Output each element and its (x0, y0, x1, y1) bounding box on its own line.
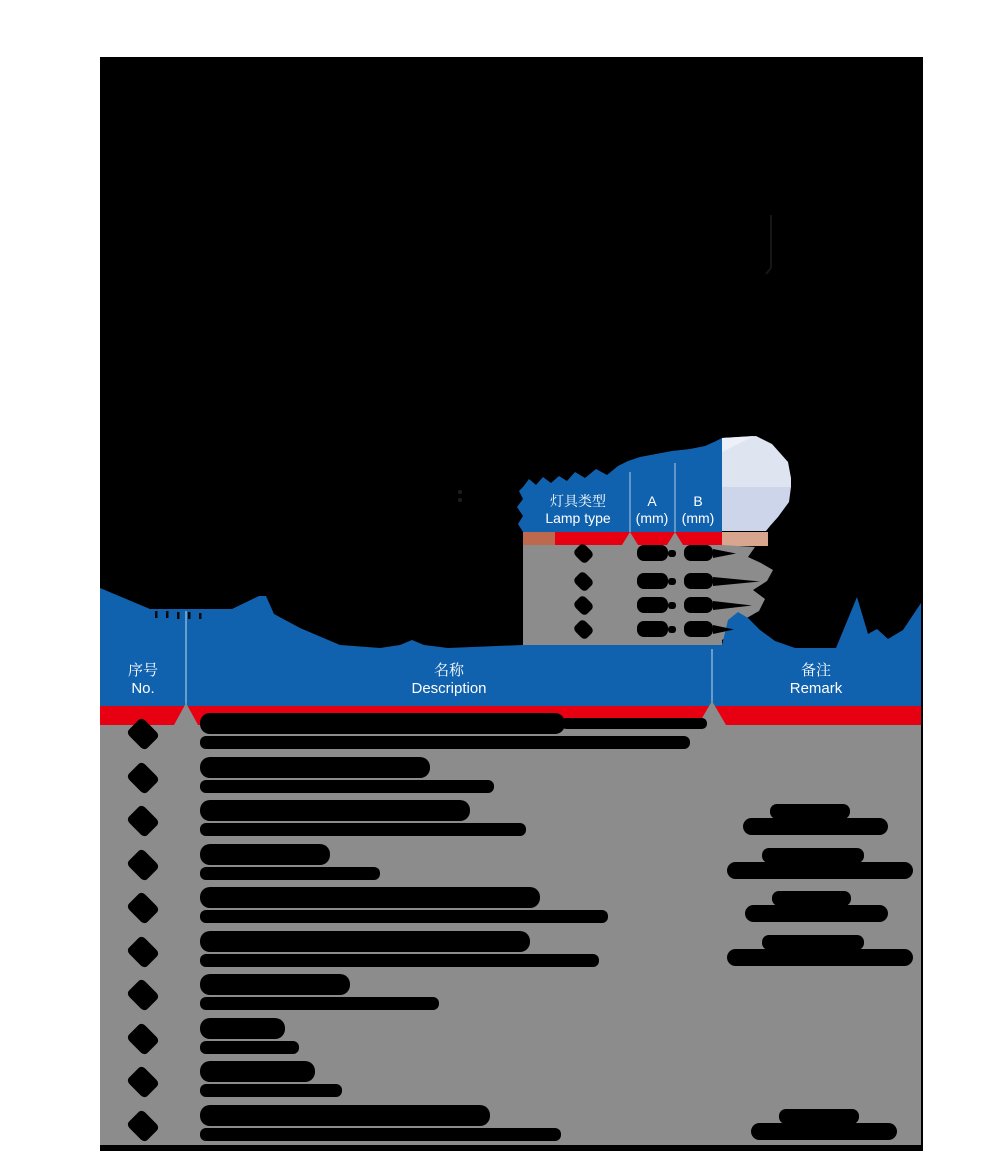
lamp-table-stripe-red (555, 532, 722, 545)
description-line1-tail (561, 718, 707, 729)
description-line2-blob (200, 823, 526, 836)
parts-col-header-remark: 备注 Remark (789, 662, 843, 698)
parts-col-header-no: 序号 No. (127, 662, 159, 698)
description-line1-blob (200, 713, 565, 734)
remark-line1-blob (772, 891, 851, 906)
lamp-a-value-tail (668, 626, 676, 633)
description-line1-blob (200, 800, 470, 821)
band-dark-tick (155, 611, 158, 618)
lamp-a-value-tail (668, 602, 676, 609)
lamp-b-value-blob (684, 597, 713, 613)
remark-line2-blob (743, 818, 888, 835)
remark-line1-blob (770, 804, 850, 819)
description-line1-blob (200, 757, 430, 778)
description-line1-blob (200, 887, 540, 908)
remark-line1-blob (762, 935, 864, 950)
description-line2-blob (200, 1128, 561, 1141)
description-line2-blob (200, 867, 380, 880)
band-dark-tick (199, 613, 202, 619)
remark-line1-blob (779, 1109, 859, 1124)
description-line2-blob (200, 954, 599, 967)
description-line2-blob (200, 736, 690, 749)
lamp-b-value-blob (684, 621, 713, 637)
description-line2-blob (200, 1084, 342, 1097)
description-line1-blob (200, 974, 350, 995)
lamp-a-value-blob (637, 597, 668, 613)
faint-mark (458, 490, 462, 494)
faint-callout-line (766, 215, 771, 274)
lamp-a-value-tail (668, 550, 676, 557)
lamp-b-value-blob (684, 573, 713, 589)
band-dark-tick (177, 612, 180, 619)
faint-mark (458, 498, 462, 502)
description-line1-blob (200, 931, 530, 952)
lamp-illustration-facet-bottom (722, 487, 791, 531)
lamp-table-stripe-brown (523, 532, 555, 545)
description-line2-blob (200, 910, 608, 923)
description-line2-blob (200, 780, 494, 793)
band-dark-tick (188, 612, 191, 619)
remark-line2-blob (751, 1123, 897, 1140)
remark-line1-blob (762, 848, 864, 863)
lamp-col-header-a: A (mm) (635, 493, 669, 527)
lamp-a-value-blob (637, 545, 668, 561)
lamp-a-value-blob (637, 573, 668, 589)
parts-col-header-description: 名称 Description (411, 662, 487, 698)
description-line2-blob (200, 1041, 299, 1054)
lamp-col-header-b: B (mm) (681, 493, 715, 527)
description-line2-blob (200, 997, 439, 1010)
lamp-a-value-tail (668, 578, 676, 585)
lamp-b-value-blob (684, 545, 713, 561)
description-line1-blob (200, 1018, 285, 1039)
description-line1-blob (200, 1061, 315, 1082)
remark-line2-blob (727, 949, 913, 966)
description-line1-blob (200, 1105, 490, 1126)
lamp-col-header-lamp-type: 灯具类型 Lamp type (545, 493, 611, 527)
remark-line2-blob (745, 905, 888, 922)
lamp-a-value-blob (637, 621, 668, 637)
remark-line2-blob (727, 862, 913, 879)
artwork-region (100, 57, 923, 1151)
lamp-illustration-base-strip (722, 532, 768, 546)
description-line1-blob (200, 844, 330, 865)
band-dark-tick (166, 611, 169, 618)
